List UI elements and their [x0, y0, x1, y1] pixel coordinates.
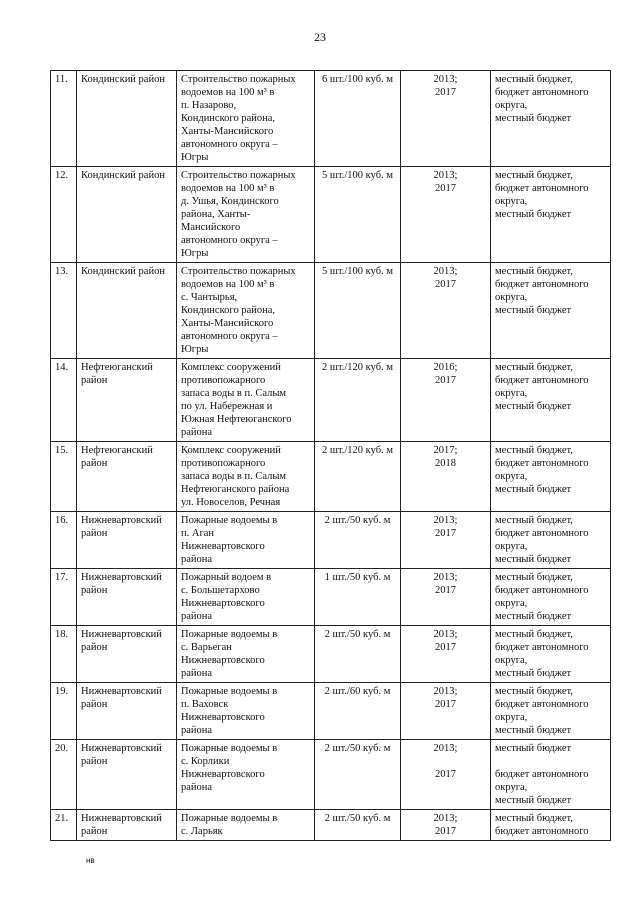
cell-line [495, 755, 606, 768]
cell-line: 2017 [435, 87, 456, 98]
cell-line: местный бюджет [495, 305, 572, 316]
cell-line: округа, [495, 712, 528, 723]
volume-cell: 2 шт./120 куб. м [315, 359, 401, 442]
cell-line: бюджет автономного [495, 585, 589, 596]
cell-line: Комплекс сооружений [181, 445, 281, 456]
cell-line: 2017 [435, 183, 456, 194]
cell-line: бюджет автономного [495, 642, 589, 653]
cell-line: бюджет автономного [495, 528, 589, 539]
cell-line: местный бюджет [495, 401, 572, 412]
years-cell [401, 442, 491, 512]
cell-line: местный бюджет, [495, 74, 573, 85]
cell-line: Строительство пожарных [181, 266, 296, 277]
cell-line: 2017 [435, 585, 456, 596]
cell-line: района [181, 668, 213, 679]
program-table [50, 70, 611, 841]
volume-cell: 2 шт./50 куб. м [315, 740, 401, 810]
funding-cell [491, 569, 611, 626]
cell-line: округа, [495, 598, 528, 609]
cell-line: местный бюджет, [495, 445, 573, 456]
cell-line: Кондинского района, [181, 113, 276, 124]
cell-line: Нижневартовского [181, 655, 265, 666]
row-number-cell: 18. [51, 626, 77, 683]
table-row [51, 683, 611, 740]
cell-line: района [181, 427, 213, 438]
funding-cell [491, 626, 611, 683]
cell-line: Пожарный водоем в [181, 572, 272, 583]
object-cell [177, 442, 315, 512]
cell-line: бюджет автономного [495, 87, 589, 98]
cell-line: Югры [181, 152, 209, 163]
cell-line: 2013; [433, 515, 458, 526]
row-number-cell: 15. [51, 442, 77, 512]
cell-line: района [181, 554, 213, 565]
district-cell: Нефтеюганский район [77, 359, 177, 442]
row-number-cell: 16. [51, 512, 77, 569]
years-cell [401, 512, 491, 569]
years-cell [401, 810, 491, 841]
row-number-cell: 21. [51, 810, 77, 841]
cell-line: бюджет автономного [495, 826, 589, 837]
table-row [51, 512, 611, 569]
object-cell [177, 359, 315, 442]
cell-line: местный бюджет [495, 113, 572, 124]
years-cell [401, 359, 491, 442]
cell-line: п. Ваховск [181, 699, 229, 710]
program-table-body [51, 71, 611, 841]
years-cell [401, 569, 491, 626]
cell-line: 2013; [433, 813, 458, 824]
cell-line: 2017 [435, 528, 456, 539]
funding-cell [491, 442, 611, 512]
volume-cell: 5 шт./100 куб. м [315, 263, 401, 359]
volume-cell: 2 шт./50 куб. м [315, 810, 401, 841]
volume-cell: 2 шт./120 куб. м [315, 442, 401, 512]
cell-line: бюджет автономного [495, 699, 589, 710]
cell-line [405, 755, 486, 768]
cell-line: местный бюджет, [495, 572, 573, 583]
cell-line: местный бюджет [495, 554, 572, 565]
cell-line: Кондинского района, [181, 305, 276, 316]
cell-line: 2013; [433, 572, 458, 583]
cell-line: 2017 [435, 769, 456, 780]
cell-line: автономного округа – [181, 235, 278, 246]
cell-line: округа, [495, 388, 528, 399]
cell-line: 2017 [435, 699, 456, 710]
object-cell [177, 569, 315, 626]
funding-cell [491, 683, 611, 740]
row-number-cell: 17. [51, 569, 77, 626]
years-cell [401, 740, 491, 810]
object-cell [177, 626, 315, 683]
years-cell [401, 626, 491, 683]
cell-line: Пожарные водоемы в [181, 629, 278, 640]
cell-line: ул. Новоселов, Речная [181, 497, 281, 508]
object-cell [177, 71, 315, 167]
cell-line: Нефтеюганского района [181, 484, 290, 495]
cell-line: водоемов на 100 м³ в [181, 279, 275, 290]
volume-cell: 2 шт./50 куб. м [315, 626, 401, 683]
funding-cell [491, 359, 611, 442]
row-number-cell: 12. [51, 167, 77, 263]
years-cell [401, 263, 491, 359]
district-cell: Нижневартовский район [77, 569, 177, 626]
district-cell: Нижневартовский район [77, 626, 177, 683]
table-row [51, 626, 611, 683]
cell-line: местный бюджет [495, 725, 572, 736]
cell-line: округа, [495, 196, 528, 207]
table-row [51, 359, 611, 442]
district-cell: Нижневартовский район [77, 683, 177, 740]
footer-mark: нв [86, 856, 95, 865]
volume-cell: 5 шт./100 куб. м [315, 167, 401, 263]
cell-line: района [181, 782, 213, 793]
cell-line: п. Аган [181, 528, 215, 539]
cell-line: округа, [495, 471, 528, 482]
page-number: 23 [314, 30, 326, 44]
cell-line: запаса воды в п. Салым [181, 388, 287, 399]
cell-line: бюджет автономного [495, 458, 589, 469]
object-cell [177, 810, 315, 841]
row-number-cell: 19. [51, 683, 77, 740]
district-cell: Кондинский район [77, 263, 177, 359]
district-cell: Нижневартовский район [77, 740, 177, 810]
cell-line: с. Большетархово [181, 585, 260, 596]
cell-line: Нижневартовского [181, 598, 265, 609]
cell-line: 2017 [435, 375, 456, 386]
cell-line: противопожарного [181, 375, 266, 386]
table-row [51, 167, 611, 263]
cell-line: района [181, 725, 213, 736]
row-number-cell: 11. [51, 71, 77, 167]
district-cell: Нефтеюганский район [77, 442, 177, 512]
cell-line: Нижневартовского [181, 541, 265, 552]
cell-line: автономного округа – [181, 331, 278, 342]
cell-line: с. Чантырья, [181, 292, 238, 303]
cell-line: местный бюджет, [495, 629, 573, 640]
row-number-cell: 13. [51, 263, 77, 359]
cell-line: местный бюджет [495, 611, 572, 622]
cell-line: округа, [495, 541, 528, 552]
cell-line: водоемов на 100 м³ в [181, 183, 275, 194]
cell-line: района, Ханты- [181, 209, 251, 220]
object-cell [177, 512, 315, 569]
table-row [51, 71, 611, 167]
cell-line: Нижневартовского [181, 769, 265, 780]
cell-line: 2017 [435, 642, 456, 653]
cell-line: Строительство пожарных [181, 74, 296, 85]
cell-line: 2013; [433, 74, 458, 85]
cell-line: местный бюджет [495, 668, 572, 679]
cell-line: местный бюджет [495, 743, 572, 754]
cell-line: Югры [181, 344, 209, 355]
cell-line: бюджет автономного [495, 183, 589, 194]
district-cell: Нижневартовский район [77, 512, 177, 569]
object-cell [177, 683, 315, 740]
cell-line: местный бюджет [495, 209, 572, 220]
table-row [51, 810, 611, 841]
cell-line: Мансийского [181, 222, 241, 233]
object-cell [177, 740, 315, 810]
funding-cell [491, 740, 611, 810]
volume-cell: 2 шт./50 куб. м [315, 512, 401, 569]
cell-line: Ханты-Мансийского [181, 318, 274, 329]
years-cell [401, 167, 491, 263]
cell-line: 2013; [433, 686, 458, 697]
funding-cell [491, 263, 611, 359]
cell-line: местный бюджет, [495, 515, 573, 526]
volume-cell: 6 шт./100 куб. м [315, 71, 401, 167]
cell-line: местный бюджет, [495, 813, 573, 824]
cell-line: бюджет автономного [495, 375, 589, 386]
cell-line: 2017; [433, 445, 458, 456]
cell-line: с. Корлики [181, 756, 230, 767]
funding-cell [491, 512, 611, 569]
cell-line: 2017 [435, 826, 456, 837]
cell-line: 2013; [433, 629, 458, 640]
cell-line: местный бюджет, [495, 686, 573, 697]
cell-line: автономного округа – [181, 139, 278, 150]
district-cell: Нижневартовский район [77, 810, 177, 841]
table-row [51, 442, 611, 512]
years-cell [401, 683, 491, 740]
cell-line: округа, [495, 782, 528, 793]
cell-line: противопожарного [181, 458, 266, 469]
district-cell: Кондинский район [77, 167, 177, 263]
cell-line: 2016; [433, 362, 458, 373]
cell-line: местный бюджет, [495, 362, 573, 373]
cell-line: 2018 [435, 458, 456, 469]
cell-line: Комплекс сооружений [181, 362, 281, 373]
cell-line: Пожарные водоемы в [181, 743, 278, 754]
table-row [51, 569, 611, 626]
cell-line: местный бюджет [495, 484, 572, 495]
funding-cell [491, 167, 611, 263]
cell-line: Пожарные водоемы в [181, 515, 278, 526]
cell-line: 2013; [433, 266, 458, 277]
cell-line: Нижневартовского [181, 712, 265, 723]
cell-line: Пожарные водоемы в [181, 813, 278, 824]
cell-line: Строительство пожарных [181, 170, 296, 181]
row-number-cell: 14. [51, 359, 77, 442]
object-cell [177, 263, 315, 359]
cell-line: 2013; [433, 170, 458, 181]
cell-line: местный бюджет [495, 795, 572, 806]
cell-line: Югры [181, 248, 209, 259]
cell-line: бюджет автономного [495, 769, 589, 780]
years-cell [401, 71, 491, 167]
cell-line: округа, [495, 292, 528, 303]
object-cell [177, 167, 315, 263]
cell-line: района [181, 611, 213, 622]
table-row [51, 263, 611, 359]
cell-line: с. Варьеган [181, 642, 232, 653]
volume-cell: 2 шт./60 куб. м [315, 683, 401, 740]
cell-line: по ул. Набережная и [181, 401, 273, 412]
cell-line: бюджет автономного [495, 279, 589, 290]
row-number-cell: 20. [51, 740, 77, 810]
funding-cell [491, 71, 611, 167]
cell-line: с. Ларьяк [181, 826, 223, 837]
cell-line: водоемов на 100 м³ в [181, 87, 275, 98]
table-row [51, 740, 611, 810]
cell-line: Пожарные водоемы в [181, 686, 278, 697]
cell-line: округа, [495, 100, 528, 111]
cell-line: 2017 [435, 279, 456, 290]
cell-line: п. Назарово, [181, 100, 237, 111]
district-cell: Кондинский район [77, 71, 177, 167]
cell-line: Ханты-Мансийского [181, 126, 274, 137]
cell-line: запаса воды в п. Салым [181, 471, 287, 482]
funding-cell [491, 810, 611, 841]
cell-line: местный бюджет, [495, 170, 573, 181]
cell-line: 2013; [433, 743, 458, 754]
volume-cell: 1 шт./50 куб. м [315, 569, 401, 626]
cell-line: округа, [495, 655, 528, 666]
cell-line: Южная Нефтеюганского [181, 414, 292, 425]
cell-line: д. Ушья, Кондинского [181, 196, 279, 207]
cell-line: местный бюджет, [495, 266, 573, 277]
